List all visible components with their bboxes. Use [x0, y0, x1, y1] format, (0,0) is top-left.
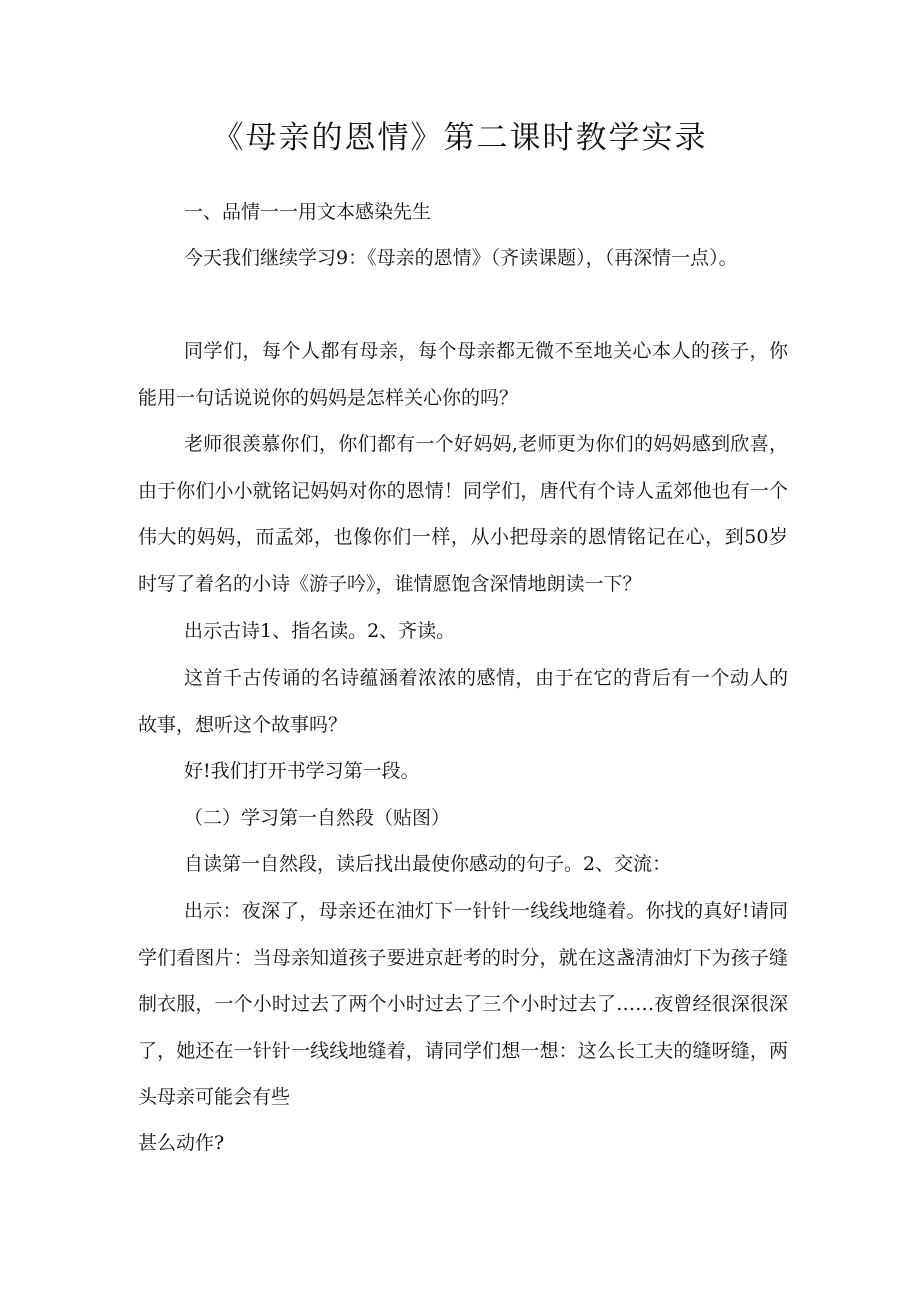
- section-heading-1: 一、品情一一用文本感染先生: [184, 201, 432, 223]
- paragraph-2: 同学们，每个人都有母亲，每个母亲都无微不至地关心本人的孩子，你能用一句话说说你的妈妈是怎样关心你的吗？: [138, 340, 788, 409]
- document-title: 《母亲的恩情》第二课时教学实录: [212, 120, 708, 156]
- paragraph-6: 好!我们打开书学习第一段。: [184, 760, 420, 782]
- paragraph-1: 今天我们继续学习9：《母亲的恩情》（齐读课题），（再深情一点）。: [184, 247, 738, 269]
- paragraph-8-continuation: 甚么动作?: [138, 1132, 225, 1154]
- paragraph-7: 自读第一自然段，读后找出最使你感动的句子。2、交流：: [184, 853, 672, 875]
- paragraph-3: 老师很羡慕你们，你们都有一个好妈妈,老师更为你们的妈妈感到欣喜，由于你们小小就铭记妈妈对你的恩情！同学们，唐代有个诗人孟郊他也有一个伟大的妈妈，而孟郊，也像你们一样，从小把母亲的恩情铭记在心，到50岁时写了着名的小诗《游子吟》，谁情愿饱含深情地朗读一下？: [138, 433, 788, 595]
- paragraph-8: 出示：夜深了，母亲还在油灯下一针针一线线地缝着。你找的真好!请同学们看图片：当母亲知道孩子要进京赶考的时分，就在这盏清油灯下为孩子缝制衣服，一个小时过去了两个小时过去了三个小时过去了……夜曾经很深很深了，她还在一针针一线线地缝着，请同学们想一想：这么长工夫的缝呀缝，两头母亲可能会有些: [138, 900, 788, 1108]
- paragraph-4: 出示古诗1、指名读。2、齐读。: [184, 620, 456, 642]
- section-heading-2: （二）学习第一自然段（贴图）: [184, 807, 451, 829]
- paragraph-5: 这首千古传诵的名诗蕴涵着浓浓的感情，由于在它的背后有一个动人的故事，想听这个故事吗？: [138, 667, 788, 736]
